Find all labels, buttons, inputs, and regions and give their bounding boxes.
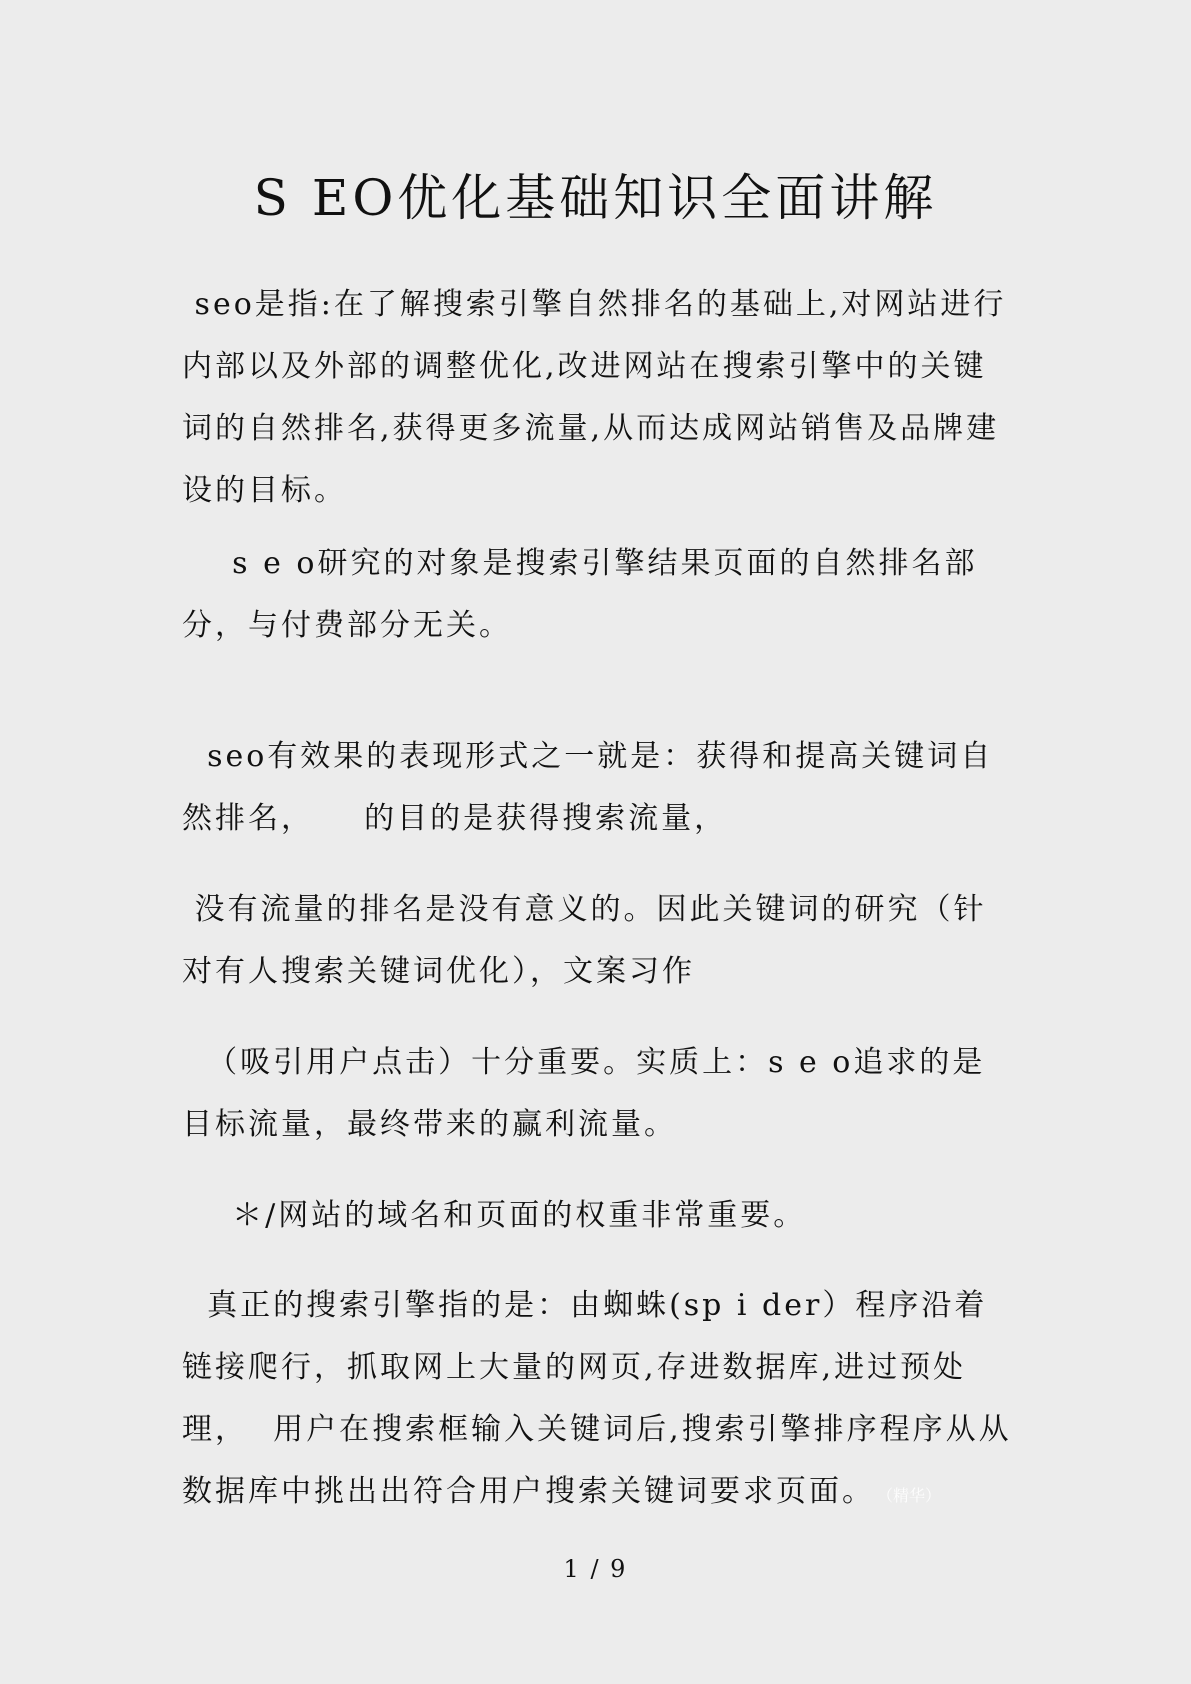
page-number: 1 / 9 xyxy=(563,1555,628,1583)
paragraph-3: seo有效果的表现形式之一就是：获得和提高关键词自然排名， 的目的是获得搜索流量， xyxy=(182,739,994,836)
paragraph-2: s e o研究的对象是搜索引擎结果页面的自然排名部分，与付费部分无关。 xyxy=(182,546,978,643)
paragraph-7 xyxy=(182,1275,1012,1527)
paragraph-1: seo是指:在了解搜索引擎自然排名的基础上,对网站进行内部以及外部的调整优化,改进网站在搜索引擎中的关键词的自然排名,获得更多流量,从而达成网站销售及品牌建设的目标。 xyxy=(182,287,1007,508)
paragraph-6: ＊/网站的域名和页面的权重非常重要。 xyxy=(182,1198,807,1233)
watermark-text: （精华） xyxy=(885,1486,942,1505)
paragraph-5: （吸引用户点击）十分重要。实质上：s e o追求的是目标流量，最终带来的赢利流量。 xyxy=(182,1045,986,1142)
document-title: S EO优化基础知识全面讲解 xyxy=(253,169,938,227)
paragraph-4: 没有流量的排名是没有意义的。因此关键词的研究（针对有人搜索关键词优化），文案习作 xyxy=(182,892,987,989)
paragraph-7-text: 真正的搜索引擎指的是：由蜘蛛(sp i der）程序沿着链接爬行，抓取网上大量的网页,存进数据库,进过预处理， 用户在搜索框输入关键词后,搜索引擎排序程序从从数据库中挑出出符合用户搜索关键词要求页面。 xyxy=(182,1288,1012,1509)
